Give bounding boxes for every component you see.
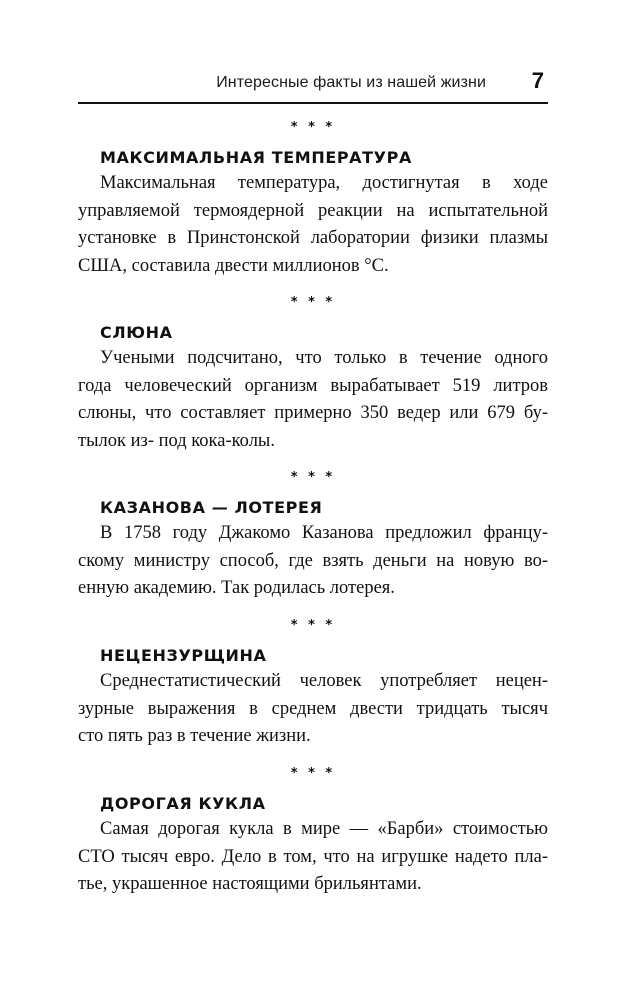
body-line: Самая дорогая кукла в мире — «Барби» стоимостью <box>100 819 548 839</box>
fact-section-saliva <box>78 293 548 455</box>
section-heading: ДОРОГАЯ КУКЛА <box>100 794 266 813</box>
body-line: США, составила двести миллионов °С. <box>78 255 389 276</box>
section-heading: МАКСИМАЛЬНАЯ ТЕМПЕРАТУРА <box>100 148 412 167</box>
body-line: скому министру способ, где взять деньги на новую во- <box>78 550 548 571</box>
body-line: тылок из- под кока-колы. <box>78 430 275 451</box>
body-line: года человеческий организм вырабатывает 519 литров <box>78 375 548 396</box>
section-separator: * * * <box>290 120 336 135</box>
section-body <box>78 170 548 280</box>
section-heading: НЕЦЕНЗУРЩИНА <box>100 646 267 665</box>
body-line: Учеными подсчитано, что только в течение одного <box>100 348 548 368</box>
body-line: СТО тысяч евро. Дело в том, что на игрушке надето пла- <box>78 846 548 867</box>
section-body <box>78 520 548 603</box>
section-separator: * * * <box>290 618 336 633</box>
body-line: управляемой термоядерной реакции на испытательной <box>78 200 548 221</box>
fact-section-swearing <box>78 616 548 751</box>
section-body <box>78 345 548 455</box>
body-line: сто пять раз в течение жизни. <box>78 726 311 746</box>
body-line: Максимальная температура, достигнутая в ходе <box>100 173 548 193</box>
body-line: слюны, что составляет примерно 350 ведер или 679 бу- <box>78 403 548 423</box>
fact-section-max-temperature <box>78 118 548 280</box>
body-line: Среднестатистический человек употребляет нецен- <box>100 671 548 691</box>
fact-section-casanova <box>78 468 548 603</box>
body-line: тье, украшенное настоящими брильянтами. <box>78 874 422 894</box>
section-body <box>78 668 548 751</box>
running-header <box>78 66 548 104</box>
body-line: установке в Принстонской лаборатории физики плазмы <box>78 228 548 248</box>
section-body <box>78 816 548 899</box>
body-line: енную академию. Так родилась лотерея. <box>78 578 395 598</box>
section-separator: * * * <box>290 766 336 781</box>
page-number: 7 <box>531 68 544 93</box>
section-heading: КАЗАНОВА — ЛОТЕРЕЯ <box>100 498 323 517</box>
body-line: В 1758 году Джакомо Казанова предложил францу- <box>100 523 548 543</box>
section-heading: СЛЮНА <box>100 323 173 342</box>
header-title: Интересные факты из нашей жизни <box>216 74 486 91</box>
section-separator: * * * <box>290 470 336 485</box>
fact-section-expensive-doll <box>78 764 548 899</box>
section-separator: * * * <box>290 295 336 310</box>
body-line: зурные выражения в среднем двести тридцать тысяч <box>78 698 548 719</box>
